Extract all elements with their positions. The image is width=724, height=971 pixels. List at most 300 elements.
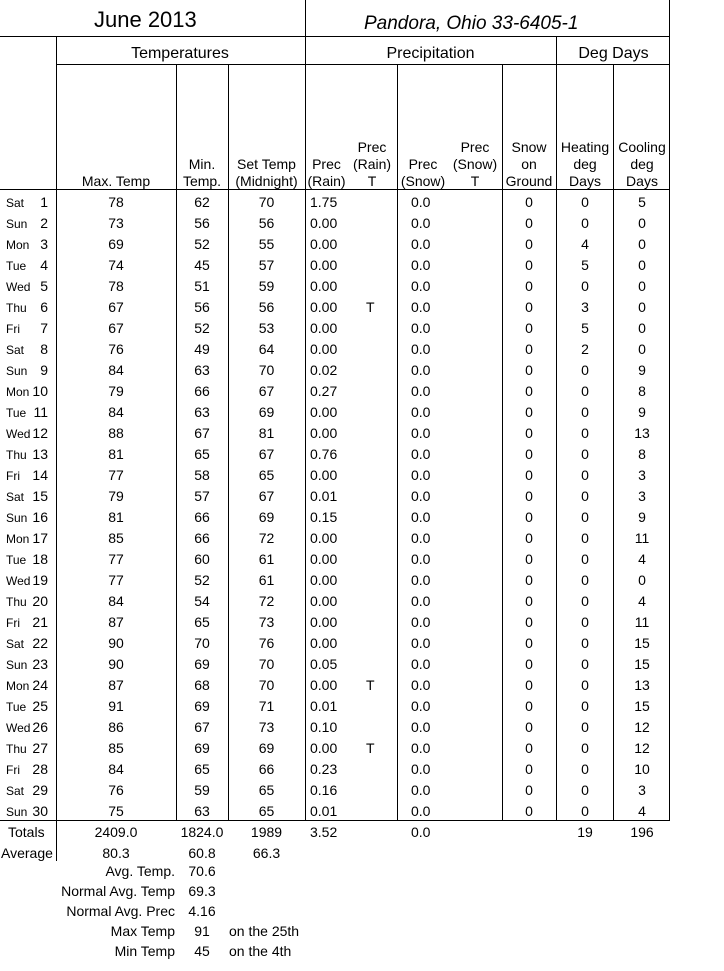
cell-prec-rain-t: T (366, 299, 375, 315)
col-prec-rain-t: Prec (Rain) T (352, 139, 392, 189)
day-number: 4 (40, 257, 48, 273)
cell-cooling: 3 (638, 782, 646, 798)
day-number: 11 (33, 404, 48, 420)
day-number: 15 (32, 488, 48, 504)
cell-set-temp: 56 (258, 215, 275, 231)
cell-cooling: 4 (638, 803, 646, 819)
table-row (0, 548, 724, 569)
cell-cooling: 0 (638, 299, 646, 315)
table-row (0, 212, 724, 233)
table-row (0, 569, 724, 590)
summary-value: 4.16 (188, 903, 216, 919)
cell-prec-snow: 0.0 (411, 383, 431, 399)
cell-heating: 0 (581, 215, 589, 231)
day-number: 8 (40, 341, 48, 357)
cell-set-temp: 64 (258, 341, 275, 357)
cell-max-temp: 85 (108, 530, 124, 546)
cell-cooling: 12 (634, 740, 650, 756)
cell-heating: 0 (581, 404, 589, 420)
cell-snow-ground: 0 (525, 635, 533, 651)
cell-max-temp: 79 (108, 488, 124, 504)
cell-max-temp: 85 (108, 740, 124, 756)
cell-set-temp: 73 (258, 614, 275, 630)
cell-prec-snow: 0.0 (411, 656, 431, 672)
cell-prec-snow: 0.0 (411, 614, 431, 630)
cell-heating: 0 (581, 530, 589, 546)
cell-snow-ground: 0 (525, 236, 533, 252)
cell-snow-ground: 0 (525, 803, 533, 819)
cell-prec-snow: 0.0 (411, 488, 431, 504)
table-row (0, 296, 724, 317)
cell-snow-ground: 0 (525, 614, 533, 630)
table-row (0, 233, 724, 254)
cell-prec-rain: 0.00 (310, 278, 338, 294)
cell-prec-snow: 0.0 (411, 509, 431, 525)
cell-cooling: 8 (638, 383, 646, 399)
cell-set-temp: 65 (258, 803, 275, 819)
table-row (0, 716, 724, 737)
cell-prec-snow: 0.0 (411, 803, 431, 819)
total-heating: 19 (577, 824, 593, 840)
cell-max-temp: 78 (108, 278, 124, 294)
day-number: 30 (32, 803, 48, 819)
cell-snow-ground: 0 (525, 530, 533, 546)
cell-heating: 0 (581, 551, 589, 567)
day-of-week: Sun (6, 364, 28, 378)
grid-line (0, 36, 670, 37)
cell-max-temp: 77 (108, 467, 124, 483)
cell-set-temp: 81 (258, 425, 275, 441)
cell-max-temp: 76 (108, 782, 124, 798)
cell-snow-ground: 0 (525, 278, 533, 294)
cell-heating: 0 (581, 278, 589, 294)
cell-prec-snow: 0.0 (411, 740, 431, 756)
grid-line (56, 37, 57, 861)
cell-max-temp: 84 (108, 761, 124, 777)
cell-snow-ground: 0 (525, 509, 533, 525)
day-number: 19 (32, 572, 48, 588)
day-number: 17 (32, 530, 48, 546)
cell-max-temp: 86 (108, 719, 124, 735)
cell-set-temp: 69 (258, 404, 275, 420)
average-set: 66.3 (252, 845, 281, 861)
cell-heating: 2 (581, 341, 589, 357)
cell-snow-ground: 0 (525, 383, 533, 399)
total-prec-rain: 3.52 (310, 824, 338, 840)
cell-set-temp: 73 (258, 719, 275, 735)
grid-line (397, 64, 398, 820)
col-heating-deg-days: Heating deg Days (560, 139, 610, 189)
day-of-week: Fri (6, 763, 20, 777)
cell-max-temp: 87 (108, 614, 124, 630)
cell-max-temp: 67 (108, 299, 124, 315)
table-row (0, 443, 724, 464)
cell-cooling: 3 (638, 467, 646, 483)
cell-set-temp: 70 (258, 677, 275, 693)
total-set: 1989 (250, 824, 283, 840)
cell-prec-rain: 0.00 (310, 635, 338, 651)
cell-cooling: 8 (638, 446, 646, 462)
cell-prec-rain: 0.00 (310, 404, 338, 420)
cell-cooling: 9 (638, 362, 646, 378)
cell-snow-ground: 0 (525, 656, 533, 672)
summary-label: Avg. Temp. (105, 863, 175, 879)
cell-max-temp: 90 (108, 635, 124, 651)
cell-snow-ground: 0 (525, 719, 533, 735)
table-row (0, 758, 724, 779)
average-max: 80.3 (102, 845, 130, 861)
day-number: 28 (32, 761, 48, 777)
station-name: Pandora, Ohio 33-6405-1 (364, 13, 579, 34)
day-of-week: Sun (6, 217, 28, 231)
table-row (0, 674, 724, 695)
cell-prec-snow: 0.0 (411, 404, 431, 420)
cell-snow-ground: 0 (525, 425, 533, 441)
day-number: 3 (40, 236, 48, 252)
cell-min-temp: 69 (194, 740, 210, 756)
cell-set-temp: 61 (258, 551, 275, 567)
cell-cooling: 5 (638, 194, 646, 210)
day-of-week: Thu (6, 301, 27, 315)
cell-prec-rain: 0.16 (310, 782, 338, 798)
cell-set-temp: 72 (258, 530, 275, 546)
day-number: 25 (32, 698, 48, 714)
cell-cooling: 3 (638, 488, 646, 504)
cell-min-temp: 51 (194, 278, 210, 294)
group-temperatures: Temperatures (131, 45, 229, 62)
day-number: 5 (40, 278, 48, 294)
day-number: 26 (32, 719, 48, 735)
day-of-week: Wed (6, 574, 31, 588)
cell-prec-rain: 0.00 (310, 530, 338, 546)
day-of-week: Mon (6, 679, 30, 693)
cell-heating: 3 (581, 299, 589, 315)
table-row (0, 611, 724, 632)
day-number: 16 (32, 509, 48, 525)
day-of-week: Thu (6, 742, 27, 756)
cell-max-temp: 77 (108, 551, 124, 567)
cell-min-temp: 65 (194, 614, 210, 630)
cell-cooling: 13 (634, 677, 650, 693)
cell-snow-ground: 0 (525, 257, 533, 273)
cell-min-temp: 59 (194, 782, 210, 798)
cell-snow-ground: 0 (525, 782, 533, 798)
col-prec-rain: Prec (Rain) (307, 156, 346, 189)
cell-prec-rain: 0.23 (310, 761, 338, 777)
cell-min-temp: 45 (194, 257, 210, 273)
total-prec-snow: 0.0 (411, 824, 431, 840)
cell-cooling: 0 (638, 341, 646, 357)
cell-cooling: 11 (634, 530, 650, 546)
summary-label: Normal Avg. Temp (61, 883, 175, 899)
cell-heating: 0 (581, 761, 589, 777)
cell-set-temp: 55 (258, 236, 275, 252)
cell-snow-ground: 0 (525, 740, 533, 756)
cell-prec-snow: 0.0 (411, 635, 431, 651)
day-of-week: Sun (6, 805, 28, 819)
day-of-week: Tue (6, 259, 27, 273)
cell-prec-snow: 0.0 (411, 551, 431, 567)
day-number: 12 (32, 425, 48, 441)
cell-prec-snow: 0.0 (411, 467, 431, 483)
table-row (0, 737, 724, 758)
cell-prec-snow: 0.0 (411, 215, 431, 231)
cell-min-temp: 70 (194, 635, 210, 651)
col-set-temp: Set Temp (Midnight) (235, 156, 298, 189)
day-number: 7 (40, 320, 48, 336)
summary-value: 45 (194, 943, 210, 959)
cell-prec-rain: 0.00 (310, 572, 338, 588)
cell-prec-snow: 0.0 (411, 761, 431, 777)
cell-snow-ground: 0 (525, 320, 533, 336)
table-row (0, 338, 724, 359)
day-of-week: Thu (6, 595, 27, 609)
day-of-week: Mon (6, 532, 30, 546)
day-of-week: Sat (6, 343, 25, 357)
cell-max-temp: 69 (108, 236, 124, 252)
col-prec-snow-t: Prec (Snow) T (452, 139, 498, 189)
cell-cooling: 15 (634, 698, 650, 714)
cell-cooling: 13 (634, 425, 650, 441)
col-prec-snow: Prec (Snow) (400, 156, 446, 189)
cell-set-temp: 69 (258, 509, 275, 525)
cell-set-temp: 56 (258, 299, 275, 315)
grid-line (0, 189, 670, 190)
cell-prec-rain: 1.75 (310, 194, 338, 210)
cell-heating: 0 (581, 593, 589, 609)
cell-min-temp: 58 (194, 467, 210, 483)
cell-max-temp: 81 (108, 509, 124, 525)
table-row (0, 254, 724, 275)
cell-prec-rain: 0.00 (310, 551, 338, 567)
summary-label: Max Temp (110, 923, 175, 939)
cell-min-temp: 66 (194, 509, 210, 525)
cell-prec-rain: 0.27 (310, 383, 338, 399)
day-of-week: Sun (6, 511, 28, 525)
cell-snow-ground: 0 (525, 572, 533, 588)
cell-heating: 0 (581, 194, 589, 210)
summary-label: Min Temp (114, 943, 175, 959)
cell-cooling: 12 (634, 719, 650, 735)
cell-cooling: 0 (638, 215, 646, 231)
cell-min-temp: 66 (194, 383, 210, 399)
cell-set-temp: 70 (258, 362, 275, 378)
day-number: 10 (32, 383, 48, 399)
day-number: 22 (32, 635, 48, 651)
cell-min-temp: 52 (194, 236, 210, 252)
day-of-week: Wed (6, 427, 31, 441)
cell-set-temp: 65 (258, 782, 275, 798)
cell-heating: 0 (581, 635, 589, 651)
summary-value: 91 (194, 923, 210, 939)
cell-cooling: 10 (634, 761, 650, 777)
cell-heating: 0 (581, 740, 589, 756)
cell-prec-snow: 0.0 (411, 572, 431, 588)
cell-max-temp: 67 (108, 320, 124, 336)
day-of-week: Sat (6, 637, 25, 651)
day-of-week: Tue (6, 406, 27, 420)
cell-cooling: 4 (638, 593, 646, 609)
cell-max-temp: 78 (108, 194, 124, 210)
cell-cooling: 0 (638, 572, 646, 588)
average-min: 60.8 (188, 845, 216, 861)
cell-prec-rain: 0.76 (310, 446, 338, 462)
day-of-week: Mon (6, 385, 30, 399)
cell-min-temp: 69 (194, 698, 210, 714)
cell-min-temp: 68 (194, 677, 210, 693)
cell-snow-ground: 0 (525, 467, 533, 483)
day-number: 14 (32, 467, 48, 483)
cell-snow-ground: 0 (525, 761, 533, 777)
grid-line (502, 64, 503, 820)
day-of-week: Wed (6, 280, 31, 294)
cell-max-temp: 74 (108, 257, 124, 273)
cell-prec-snow: 0.0 (411, 719, 431, 735)
cell-snow-ground: 0 (525, 551, 533, 567)
cell-max-temp: 73 (108, 215, 124, 231)
day-number: 29 (32, 782, 48, 798)
col-max-temp: Max. Temp (81, 173, 151, 189)
cell-set-temp: 72 (258, 593, 275, 609)
grid-line (56, 64, 670, 65)
total-max: 2409.0 (94, 824, 138, 840)
cell-cooling: 4 (638, 551, 646, 567)
totals-label: Totals (8, 824, 45, 840)
grid-line (669, 0, 670, 820)
cell-heating: 0 (581, 509, 589, 525)
cell-max-temp: 76 (108, 341, 124, 357)
cell-heating: 4 (581, 236, 589, 252)
cell-min-temp: 56 (194, 299, 210, 315)
summary-label: Normal Avg. Prec (66, 903, 175, 919)
cell-min-temp: 65 (194, 446, 210, 462)
cell-max-temp: 84 (108, 593, 124, 609)
cell-cooling: 0 (638, 320, 646, 336)
table-row (0, 401, 724, 422)
cell-max-temp: 87 (108, 677, 124, 693)
cell-prec-rain: 0.00 (310, 425, 338, 441)
cell-cooling: 9 (638, 509, 646, 525)
cell-heating: 0 (581, 656, 589, 672)
cell-snow-ground: 0 (525, 446, 533, 462)
summary-value: 69.3 (188, 883, 216, 899)
col-cooling-deg-days: Cooling deg Days (618, 139, 666, 189)
cell-min-temp: 67 (194, 425, 210, 441)
cell-set-temp: 57 (258, 257, 275, 273)
cell-cooling: 15 (634, 635, 650, 651)
day-number: 24 (32, 677, 48, 693)
grid-line (613, 64, 614, 820)
cell-snow-ground: 0 (525, 404, 533, 420)
cell-prec-rain: 0.00 (310, 593, 338, 609)
cell-prec-rain: 0.00 (310, 614, 338, 630)
grid-line (228, 64, 229, 820)
cell-heating: 0 (581, 488, 589, 504)
page-title: June 2013 (94, 7, 197, 32)
table-row (0, 800, 724, 821)
table-row (0, 422, 724, 443)
group-deg-days: Deg Days (578, 45, 649, 62)
group-precipitation: Precipitation (386, 45, 475, 62)
cell-heating: 0 (581, 362, 589, 378)
cell-prec-snow: 0.0 (411, 446, 431, 462)
cell-heating: 0 (581, 803, 589, 819)
day-number: 1 (40, 194, 48, 210)
cell-max-temp: 77 (108, 572, 124, 588)
cell-prec-rain: 0.00 (310, 677, 338, 693)
cell-set-temp: 65 (258, 467, 275, 483)
cell-min-temp: 54 (194, 593, 210, 609)
day-of-week: Mon (6, 238, 30, 252)
cell-max-temp: 75 (108, 803, 124, 819)
cell-max-temp: 84 (108, 404, 124, 420)
cell-prec-rain-t: T (366, 740, 375, 756)
cell-min-temp: 65 (194, 761, 210, 777)
cell-prec-rain: 0.00 (310, 341, 338, 357)
table-row (0, 695, 724, 716)
cell-cooling: 15 (634, 656, 650, 672)
cell-min-temp: 56 (194, 215, 210, 231)
cell-prec-snow: 0.0 (411, 362, 431, 378)
table-row (0, 359, 724, 380)
table-row (0, 275, 724, 296)
cell-prec-rain: 0.02 (310, 362, 338, 378)
cell-max-temp: 90 (108, 656, 124, 672)
day-number: 18 (32, 551, 48, 567)
cell-set-temp: 61 (258, 572, 275, 588)
totals-row (0, 821, 724, 842)
cell-prec-rain: 0.05 (310, 656, 338, 672)
table-row (0, 632, 724, 653)
cell-heating: 0 (581, 425, 589, 441)
col-min-temp: Min. Temp. (182, 156, 222, 189)
cell-min-temp: 67 (194, 719, 210, 735)
table-row (0, 317, 724, 338)
day-of-week: Tue (6, 700, 27, 714)
cell-prec-rain: 0.00 (310, 467, 338, 483)
summary-note: on the 25th (229, 923, 300, 939)
cell-snow-ground: 0 (525, 194, 533, 210)
cell-set-temp: 71 (258, 698, 275, 714)
cell-snow-ground: 0 (525, 215, 533, 231)
cell-snow-ground: 0 (525, 341, 533, 357)
grid-line (176, 64, 177, 820)
day-number: 9 (40, 362, 48, 378)
cell-snow-ground: 0 (525, 698, 533, 714)
cell-prec-rain: 0.01 (310, 488, 338, 504)
cell-set-temp: 67 (258, 383, 275, 399)
cell-prec-snow: 0.0 (411, 425, 431, 441)
day-number: 21 (32, 614, 48, 630)
cell-min-temp: 63 (194, 362, 210, 378)
day-number: 27 (32, 740, 48, 756)
day-of-week: Sun (6, 658, 28, 672)
cell-set-temp: 70 (258, 194, 275, 210)
table-row (0, 464, 724, 485)
cell-prec-snow: 0.0 (411, 194, 431, 210)
total-min: 1824.0 (180, 824, 224, 840)
day-of-week: Tue (6, 553, 27, 567)
cell-prec-rain: 0.00 (310, 215, 338, 231)
cell-min-temp: 62 (194, 194, 210, 210)
cell-snow-ground: 0 (525, 677, 533, 693)
table-row (0, 380, 724, 401)
day-of-week: Sat (6, 784, 25, 798)
cell-max-temp: 88 (108, 425, 124, 441)
cell-prec-rain: 0.01 (310, 803, 338, 819)
cell-max-temp: 91 (108, 698, 124, 714)
day-number: 2 (40, 215, 48, 231)
